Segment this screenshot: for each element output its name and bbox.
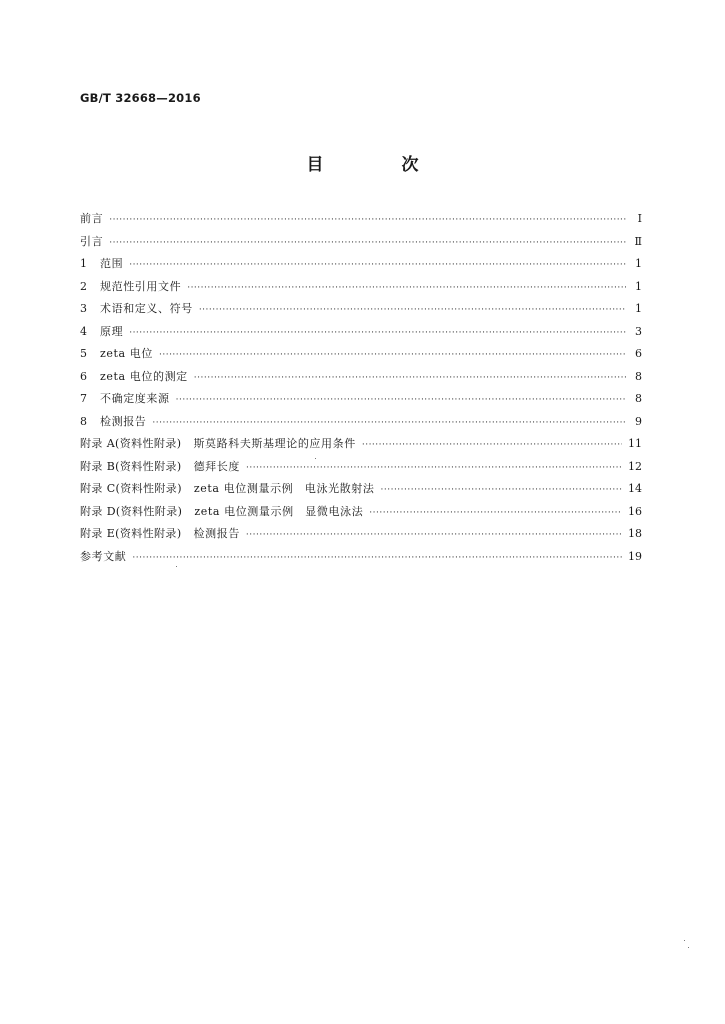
dot-leader <box>246 457 622 480</box>
appendix-label: 附录 B(资料性附录) <box>80 459 182 473</box>
toc-entry-label: 参考文献 <box>80 549 127 563</box>
toc-entry-section-1 <box>80 253 642 276</box>
toc-entry-label: 范围 <box>100 257 124 270</box>
toc-entry-section-7 <box>80 388 642 411</box>
dot-leader <box>194 367 626 390</box>
toc-entry-label: zeta 电位 <box>100 347 153 360</box>
toc-entry-page: 8 <box>635 392 642 405</box>
dot-leader <box>199 299 626 322</box>
toc-entry-section-8 <box>80 411 642 434</box>
toc-entry-preface <box>80 208 642 231</box>
toc-entry-section-2 <box>80 276 642 299</box>
toc-entry-page: 14 <box>628 482 642 495</box>
toc-entry-label: 前言 <box>80 212 104 225</box>
toc-entry-appendix-a <box>80 433 642 456</box>
appendix-label: 附录 E(资料性附录) <box>80 527 182 540</box>
toc-entry-references <box>80 546 642 569</box>
toc-entry-page: 8 <box>635 369 642 383</box>
toc-entry-section-4 <box>80 321 642 344</box>
toc-entry-page: 18 <box>628 527 642 540</box>
dot-leader <box>152 412 626 435</box>
toc-entry-label: 引言 <box>80 234 104 248</box>
appendix-label: 附录 A(资料性附录) <box>80 437 182 450</box>
dot-leader <box>187 277 626 300</box>
toc-entry-page: 12 <box>628 459 642 473</box>
dot-leader <box>176 389 626 412</box>
toc-entry-number: 8 <box>80 414 87 428</box>
dot-leader <box>246 524 622 547</box>
document-code: GB/T 32668—2016 <box>80 91 201 105</box>
toc-entry-page: 9 <box>635 414 642 428</box>
toc-entry-number: 1 <box>80 257 87 270</box>
toc-title: 目 次 <box>306 155 455 175</box>
dot-leader <box>159 344 626 367</box>
toc-entry-number: 7 <box>80 392 87 405</box>
toc-entry-page: 1 <box>635 302 642 315</box>
toc-entry-label: zeta 电位的测定 <box>100 369 188 383</box>
appendix-title: 检测报告 <box>193 527 240 540</box>
toc-entry-section-5 <box>80 343 642 366</box>
toc-entry-page: 1 <box>635 257 642 270</box>
scan-speck <box>176 566 177 567</box>
toc-entry-page: Ⅱ <box>634 234 642 248</box>
toc-entry-page: 1 <box>635 279 642 293</box>
dot-leader <box>129 254 626 277</box>
toc-entry-number: 3 <box>80 302 87 315</box>
toc-entry-label: 原理 <box>100 324 124 338</box>
toc-entry-section-6 <box>80 366 642 389</box>
toc-entry-introduction <box>80 231 642 254</box>
appendix-title: 德拜长度 <box>193 459 240 473</box>
dot-leader <box>362 434 622 457</box>
toc-entry-appendix-b <box>80 456 642 479</box>
toc-entry-label: 检测报告 <box>100 414 147 428</box>
appendix-label: 附录 D(资料性附录) <box>80 504 183 518</box>
appendix-title: zeta 电位测量示例 电泳光散射法 <box>193 482 375 495</box>
dot-leader <box>369 502 622 525</box>
dot-leader <box>109 232 626 255</box>
toc-entry-label: 术语和定义、符号 <box>100 302 193 315</box>
appendix-title: 斯莫路科夫斯基理论的应用条件 <box>193 437 356 450</box>
toc-entry-label: 规范性引用文件 <box>100 279 182 293</box>
table-of-contents <box>80 208 642 568</box>
dot-leader <box>109 209 626 232</box>
scan-speck <box>315 458 316 459</box>
toc-entry-appendix-d <box>80 501 642 524</box>
toc-entry-page: 16 <box>628 504 642 518</box>
toc-entry-number: 5 <box>80 347 87 360</box>
toc-entry-page: 6 <box>635 347 642 360</box>
dot-leader <box>129 322 626 345</box>
toc-entry-label: 不确定度来源 <box>100 392 170 405</box>
toc-entry-page: 11 <box>628 437 642 450</box>
toc-entry-page: 3 <box>635 324 642 338</box>
appendix-label: 附录 C(资料性附录) <box>80 482 182 495</box>
dot-leader <box>132 547 622 570</box>
toc-entry-number: 2 <box>80 279 87 293</box>
toc-entry-number: 6 <box>80 369 87 383</box>
toc-entry-number: 4 <box>80 324 87 338</box>
toc-entry-page: Ⅰ <box>637 212 642 225</box>
toc-entry-appendix-e <box>80 523 642 546</box>
toc-entry-page: 19 <box>628 549 642 563</box>
dot-leader <box>381 479 623 502</box>
toc-entry-section-3 <box>80 298 642 321</box>
appendix-title: zeta 电位测量示例 显微电泳法 <box>194 504 364 518</box>
scan-speck <box>684 940 685 941</box>
toc-entry-appendix-c <box>80 478 642 501</box>
scan-speck <box>688 947 689 948</box>
